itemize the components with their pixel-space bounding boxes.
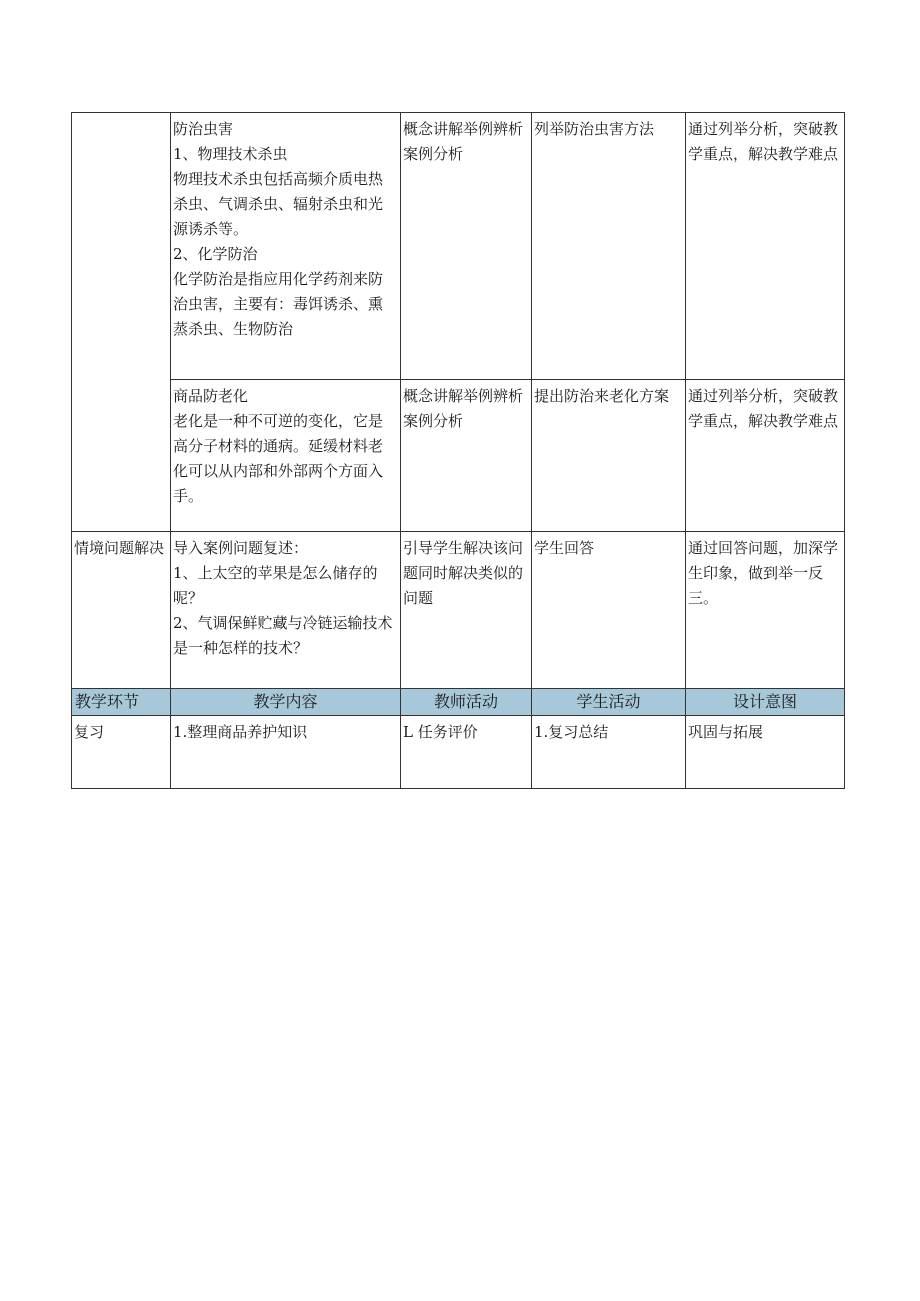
lesson-plan-table (71, 112, 845, 789)
teacher-activity-cell: 引导学生解决该问题同时解决类似的问题 (401, 532, 532, 689)
table-row-review (72, 716, 845, 789)
table-row-anti-aging (72, 380, 845, 532)
table-header-row (72, 689, 845, 716)
teacher-activity-cell: L 任务评价 (401, 716, 532, 789)
teacher-activity-cell: 概念讲解举例辨析案例分析 (401, 113, 532, 380)
header-student-activity: 学生活动 (532, 689, 686, 716)
header-teacher-activity: 教师活动 (401, 689, 532, 716)
design-intent-cell: 通过回答问题，加深学生印象，做到举一反三。 (686, 532, 845, 689)
header-stage: 教学环节 (72, 689, 171, 716)
header-content: 教学内容 (171, 689, 401, 716)
student-activity-cell: 列举防治虫害方法 (532, 113, 686, 380)
design-intent-cell: 通过列举分析，突破教学重点，解决教学难点 (686, 113, 845, 380)
content-cell: 商品防老化 老化是一种不可逆的变化，它是高分子材料的通病。延缓材料老化可以从内部和外部两个方面入手。 (171, 380, 401, 532)
table-row-scenario (72, 532, 845, 689)
student-activity-cell: 1.复习总结 (532, 716, 686, 789)
table-row-pest-control (72, 113, 845, 380)
stage-cell: 复习 (72, 716, 171, 789)
stage-cell-empty (72, 113, 171, 532)
design-intent-cell: 通过列举分析，突破教学重点，解决教学难点 (686, 380, 845, 532)
student-activity-cell: 提出防治来老化方案 (532, 380, 686, 532)
content-cell: 导入案例问题复述： 1、上太空的苹果是怎么储存的呢？ 2、气调保鲜贮藏与冷链运输技术是一种怎样的技术？ (171, 532, 401, 689)
design-intent-cell: 巩固与拓展 (686, 716, 845, 789)
student-activity-cell: 学生回答 (532, 532, 686, 689)
content-cell: 防治虫害 1、物理技术杀虫 物理技术杀虫包括高频介质电热杀虫、气调杀虫、辐射杀虫和光源诱杀等。 2、化学防治 化学防治是指应用化学药剂来防治虫害，主要有：毒饵诱杀、熏蒸杀虫、生物防治 (171, 113, 401, 380)
content-cell: 1.整理商品养护知识 (171, 716, 401, 789)
teacher-activity-cell: 概念讲解举例辨析案例分析 (401, 380, 532, 532)
stage-cell: 情境问题解决 (72, 532, 171, 689)
header-design-intent: 设计意图 (686, 689, 845, 716)
